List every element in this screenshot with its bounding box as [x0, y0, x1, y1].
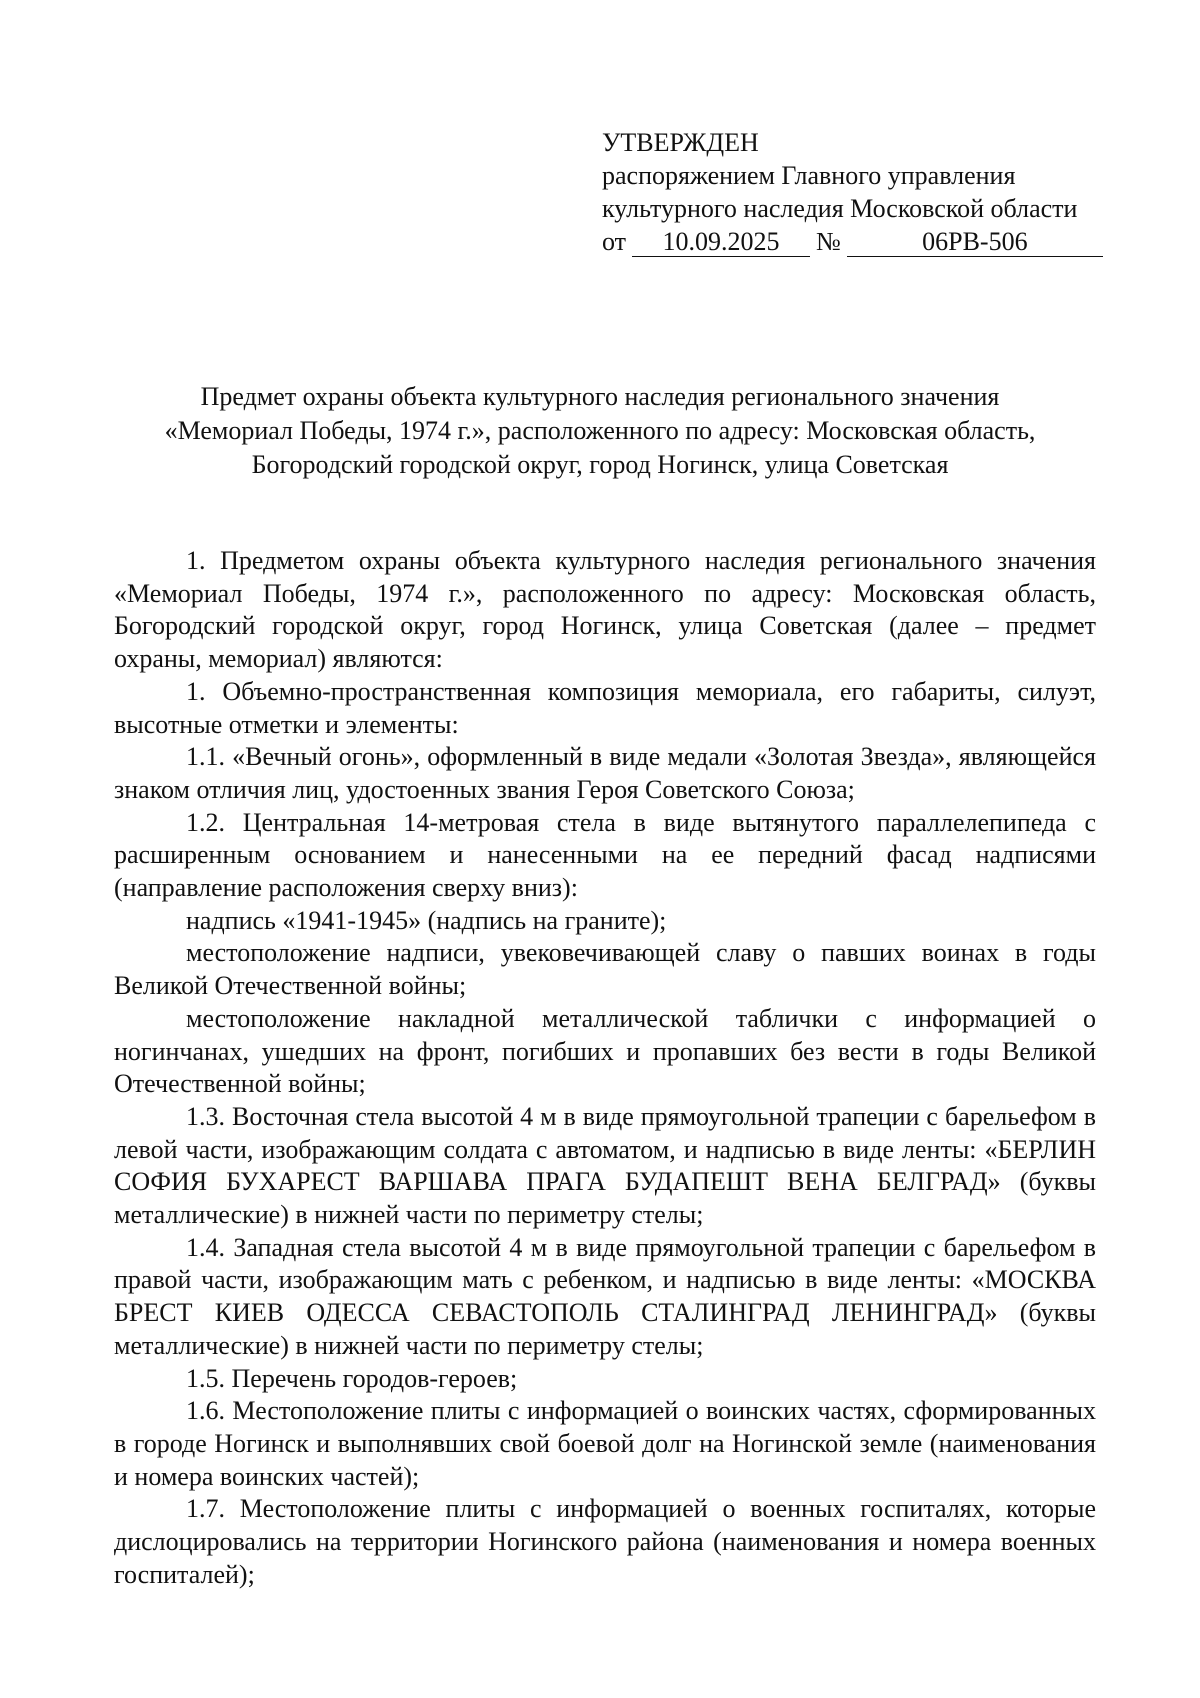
paragraph-1-1: 1.1. «Вечный огонь», оформленный в виде медали «Золотая Звезда», являющейся знаком отличия лиц, удостоенных звания Героя Советского Союза;	[114, 742, 1096, 804]
approval-block	[602, 126, 1103, 258]
paragraph-1-6: 1.6. Местоположение плиты с информацией о воинских частях, сформированных в городе Ногинск и выполнявших свой боевой долг на Ногинской земле (наименования и номера воинских частей);	[114, 1396, 1096, 1491]
approval-number-label: №	[816, 227, 841, 256]
approval-issuer-line1: распоряжением Главного управления	[602, 161, 1016, 190]
paragraph-inscription-location: местоположение надписи, увековечивающей славу о павших воинах в годы Великой Отечественной войны;	[114, 938, 1096, 1001]
paragraph-1-3: 1.3. Восточная стела высотой 4 м в виде прямоугольной трапеции с барельефом в левой части, изображающим солдата с автоматом, и надписью в виде ленты: «БЕРЛИН СОФИЯ БУХАРЕСТ ВАРШАВА ПРАГА БУДАПЕШТ ВЕНА БЕЛГРАД» (буквы металлические) в нижней части по периметру стелы;	[114, 1101, 1096, 1230]
approval-from-label: от	[602, 227, 627, 256]
approval-date-number-line	[602, 225, 1103, 258]
approval-number: 06РВ-506	[847, 228, 1103, 257]
paragraph-1-7: 1.7. Местоположение плиты с информацией о военных госпиталях, которые дислоцировались на территории Ногинского района (наименования и номера военных госпиталей);	[114, 1494, 1096, 1589]
paragraph-1-4: 1.4. Западная стела высотой 4 м в виде прямоугольной трапеции с барельефом в правой части, изображающим мать с ребенком, и надписью в виде ленты: «МОСКВА БРЕСТ КИЕВ ОДЕССА СЕВАСТОПОЛЬ СТАЛИНГРАД ЛЕНИНГРАД» (буквы металлические) в нижней части по периметру стелы;	[114, 1232, 1096, 1360]
paragraph-plaque-location: местоположение накладной металлической таблички с информацией о ногинчанах, ушедших на фронт, погибших и пропавших без вести в годы Великой Отечественной войны;	[114, 1003, 1096, 1099]
approval-issuer-line2: культурного наследия Московской области	[602, 194, 1078, 223]
title-line-3: Богородский городской округ, город Ногинск, улица Советская	[251, 450, 949, 479]
paragraph-1-2: 1.2. Центральная 14-метровая стела в виде вытянутого параллелепипеда с расширенным основанием и нанесенными на ее передний фасад надписями (направление расположения сверху вниз):	[114, 807, 1096, 903]
approval-heading: УТВЕРЖДЕН	[602, 128, 759, 157]
title-line-1: Предмет охраны объекта культурного наследия регионального значения	[200, 382, 1000, 411]
paragraph-inscription: надпись «1941-1945» (надпись на граните);	[186, 905, 667, 935]
paragraph-1: 1. Предметом охраны объекта культурного наследия регионального значения «Мемориал Победы, 1974 г.», расположенного по адресу: Московская область, Богородский городской округ, город Ногинск, улица Советская (далее – предмет охраны, мемориал) являются:	[114, 546, 1096, 674]
document-title	[100, 380, 1100, 482]
title-line-2: «Мемориал Победы, 1974 г.», расположенного по адресу: Московская область,	[164, 416, 1036, 445]
approval-date: 10.09.2025	[632, 228, 810, 257]
document-body	[114, 545, 1096, 1592]
paragraph-2: 1. Объемно-пространственная композиция мемориала, его габариты, силуэт, высотные отметки и элементы:	[114, 676, 1096, 739]
paragraph-1-5: 1.5. Перечень городов-героев;	[186, 1363, 518, 1393]
